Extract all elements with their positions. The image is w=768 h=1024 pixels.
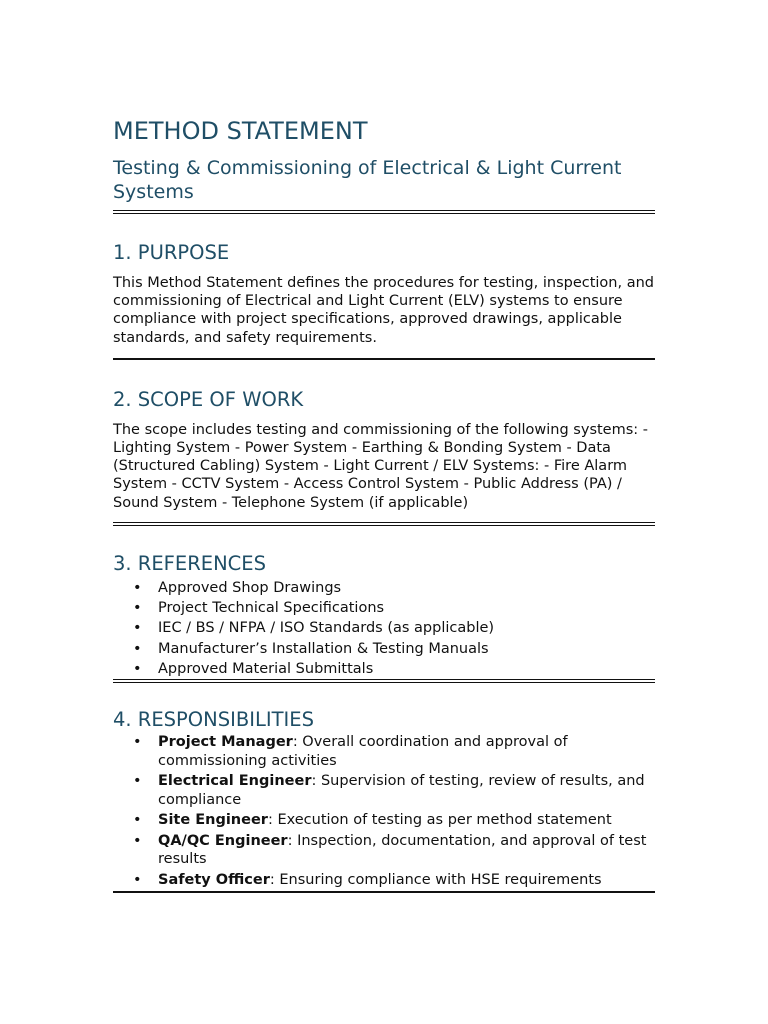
role-duty: : Supervision of testing, review of results, and compliance: [158, 773, 645, 809]
role-name: QA/QC Engineer: [158, 832, 288, 849]
responsibilities-list: [113, 733, 655, 889]
bullet-icon: •: [133, 812, 142, 829]
document-subtitle: Testing & Commissioning of Electrical & Light Current Systems: [113, 157, 622, 203]
scope-body: The scope includes testing and commissioning of the following systems: - Lighting System - Power System - Earthing & Bonding System - Data (Structured Cabling) System - Light Current / ELV Systems: - Fire Alarm System - CCTV System - Access Control System - Public Address (PA) / Sound System - Telephone System (if applicable): [113, 421, 649, 511]
bullet-icon: •: [133, 734, 142, 751]
bullet-icon: •: [133, 773, 142, 790]
list-item: [113, 871, 655, 890]
reference-text: Project Technical Specifications: [158, 600, 385, 617]
bullet-icon: •: [133, 600, 142, 617]
title-divider: [113, 210, 655, 214]
role-duty: : Overall coordination and approval of commissioning activities: [158, 734, 568, 770]
role-duty: : Execution of testing as per method statement: [267, 812, 612, 829]
references-divider: [113, 679, 655, 683]
reference-text: Approved Material Submittals: [158, 661, 374, 678]
reference-text: Approved Shop Drawings: [158, 579, 342, 596]
bullet-icon: •: [133, 661, 142, 678]
role-name: Safety Officer: [158, 871, 270, 888]
list-item: [113, 660, 655, 679]
scope-heading: 2. SCOPE OF WORK: [113, 387, 304, 411]
responsibilities-heading: 4. RESPONSIBILITIES: [113, 708, 314, 732]
role-duty: : Ensuring compliance with HSE requirements: [269, 871, 602, 888]
purpose-heading: 1. PURPOSE: [113, 241, 230, 264]
list-item: [113, 579, 655, 598]
reference-text: Manufacturer’s Installation & Testing Manuals: [158, 640, 489, 657]
references-list: [113, 579, 655, 679]
role-name: Site Engineer: [158, 812, 268, 829]
list-item: [113, 772, 655, 809]
scope-divider: [113, 522, 655, 526]
role-name: Electrical Engineer: [158, 773, 312, 790]
bullet-icon: •: [133, 832, 142, 849]
bullet-icon: •: [133, 620, 142, 637]
list-item: [113, 811, 655, 830]
role-name: Project Manager: [158, 734, 293, 751]
purpose-divider: [113, 358, 655, 360]
responsibilities-divider: [113, 891, 655, 893]
document-content: [113, 116, 655, 893]
purpose-body: This Method Statement defines the procedures for testing, inspection, and commissioning of Electrical and Light Current (ELV) systems to ensure compliance with project specifications, approved drawings, applicable standards, and safety requirements.: [113, 275, 654, 346]
bullet-icon: •: [133, 640, 142, 657]
bullet-icon: •: [133, 579, 142, 596]
references-heading: 3. REFERENCES: [113, 551, 266, 575]
bullet-icon: •: [133, 871, 142, 888]
list-item: [113, 599, 655, 618]
list-item: [113, 733, 655, 770]
list-item: [113, 619, 655, 638]
role-duty: : Inspection, documentation, and approval of test results: [158, 832, 647, 868]
document-title: METHOD STATEMENT: [113, 117, 368, 145]
list-item: [113, 640, 655, 659]
list-item: [113, 832, 655, 869]
reference-text: IEC / BS / NFPA / ISO Standards (as applicable): [158, 620, 495, 637]
